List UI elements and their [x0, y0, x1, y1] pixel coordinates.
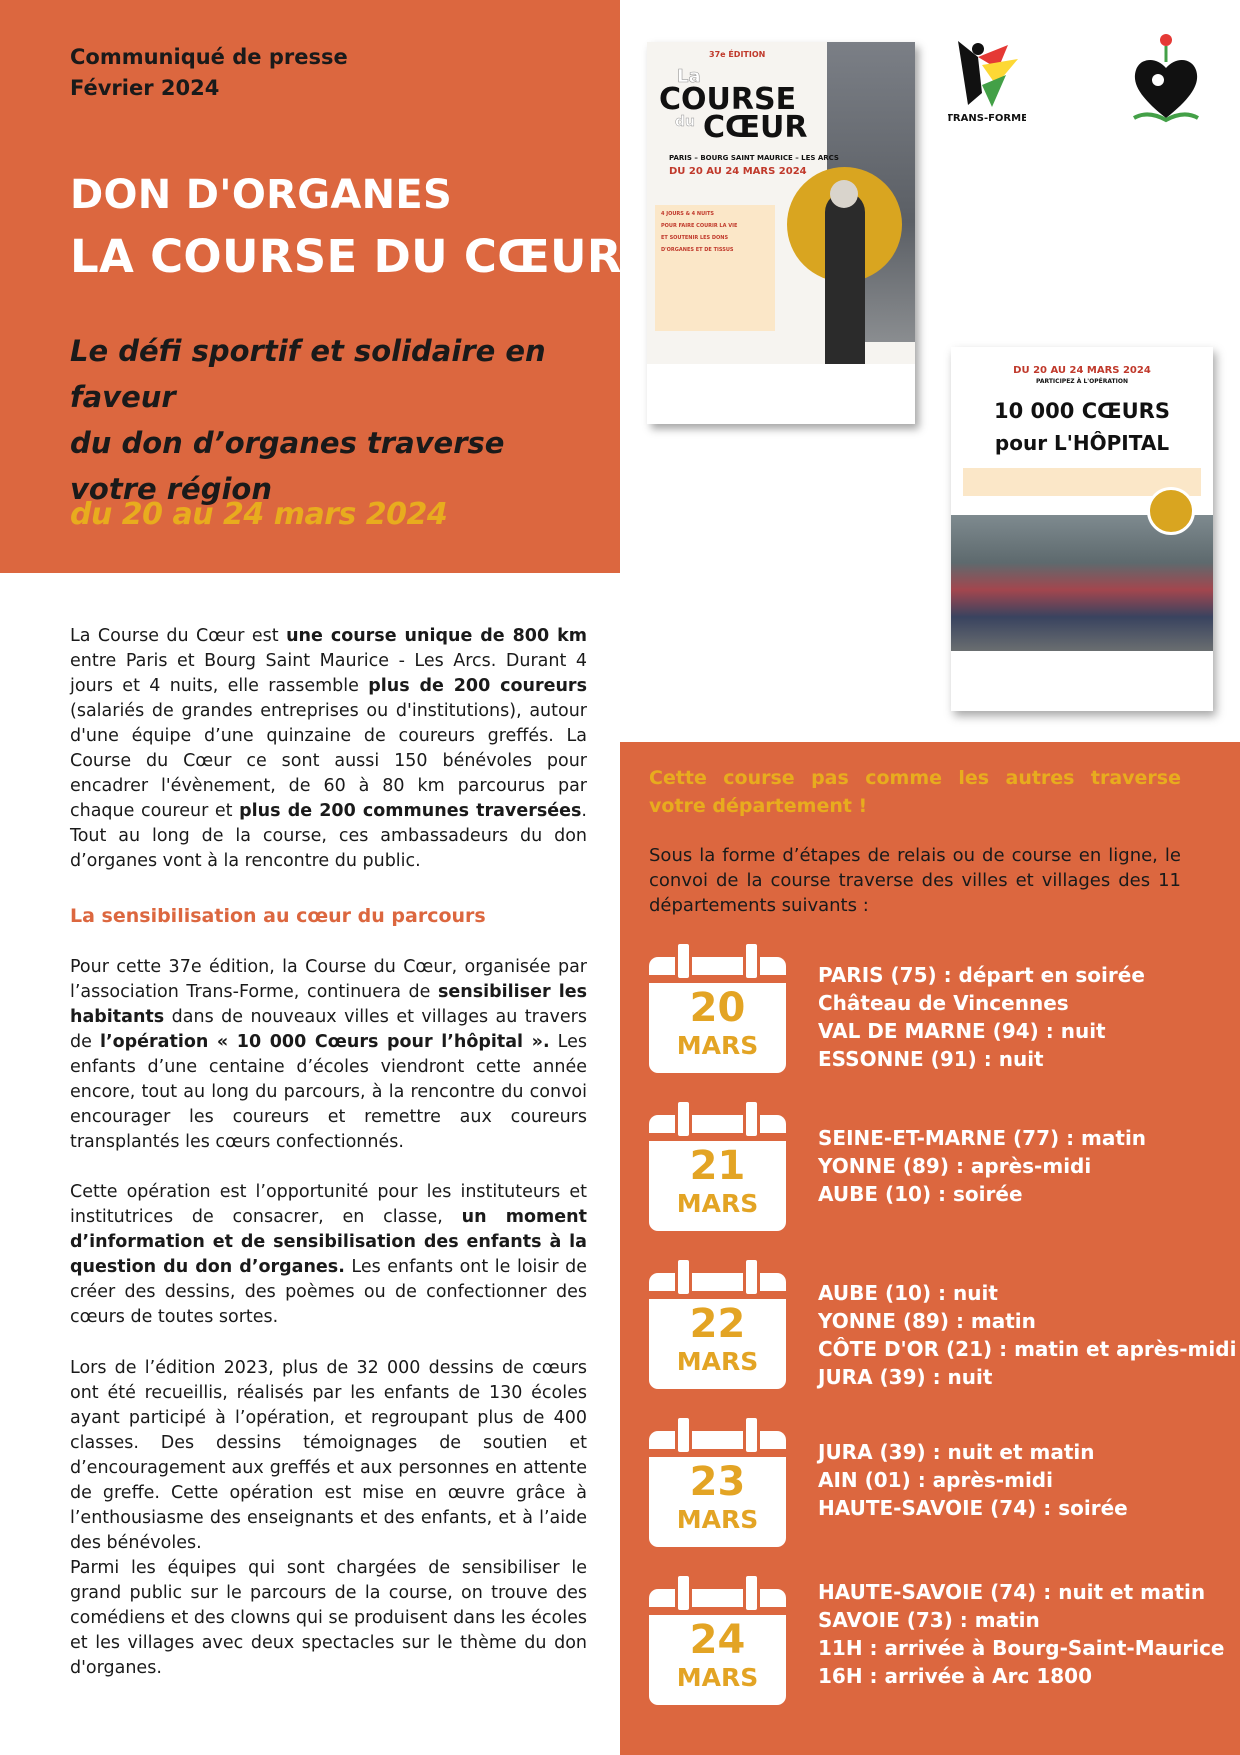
calendar-header-bar	[649, 1291, 786, 1299]
subtitle	[70, 328, 610, 512]
calendar-day: 21	[689, 1143, 746, 1189]
stage-list	[818, 961, 1228, 1073]
subtitle-line-3: votre région	[70, 472, 272, 506]
poster-box-line-3: ET SOUTENIR LES DONS	[661, 235, 729, 241]
stage-item: 11H : arrivée à Bourg-Saint-Maurice	[818, 1636, 1225, 1660]
stage-item: YONNE (89) : après-midi	[818, 1154, 1092, 1178]
calendar-month: MARS	[676, 1031, 759, 1060]
children-photo	[951, 515, 1213, 651]
stage-list	[818, 1438, 1228, 1522]
press-label	[70, 42, 348, 104]
press-label-date: Février 2024	[70, 76, 220, 100]
stage-item: SAVOIE (73) : matin	[818, 1608, 1040, 1632]
calendar-ring	[743, 1099, 760, 1139]
stage-list	[818, 1578, 1228, 1690]
calendar-icon	[649, 1099, 786, 1231]
calendar-header-bar	[649, 1133, 786, 1141]
calendar-ring	[675, 1573, 692, 1613]
poster2-participate: PARTICIPEZ À L'OPÉRATION	[1036, 378, 1128, 385]
intro-paragraph: La Course du Cœur est une course unique de 800 km entre Paris et Bourg Saint Maurice - Les Arcs. Durant 4 jours et 4 nuits, elle rassemble plus de 200 coureurs (salariés de grandes entreprises ou d'institutions), autour d'une équipe d’une quinzaine de coureurs greffés. La Course du Cœur ce sont aussi 150 bénévoles pour encadrer l'évènement, de 60 à 80 km parcourus par chaque coureur et plus de 200 communes traversées. Tout au long de la course, ces ambassadeurs du don d’organes vont à la rencontre du public.	[70, 626, 587, 871]
poster-footer	[647, 364, 915, 424]
poster2-coeurs: 10 000 CŒURS	[994, 399, 1170, 423]
stage-item: PARIS (75) : départ en soirée	[818, 963, 1145, 987]
calendar-day: 22	[689, 1301, 746, 1347]
stage-list	[818, 1124, 1228, 1208]
calendar-ring	[743, 941, 760, 981]
stage-item: Château de Vincennes	[818, 991, 1069, 1015]
stage-item: AUBE (10) : nuit	[818, 1281, 998, 1305]
course-poster	[647, 42, 915, 424]
stage-list	[818, 1279, 1237, 1391]
runner-head	[830, 180, 858, 208]
section-heading: La sensibilisation au cœur du parcours	[70, 905, 486, 927]
calendar-month: MARS	[676, 1347, 759, 1376]
poster-box-line-4: D'ORGANES ET DE TISSUS	[661, 247, 734, 253]
paragraph-4: Lors de l’édition 2023, plus de 32 000 dessins de cœurs ont été recueillis, réalisés par les enfants de 130 écoles ayant participé à l’opération, et regroupant plus de 400 classes. Des dessins témoignages de soutien et d’encouragement aux greffés et aux personnes en attente de greffe. Cette opération est mise en œuvre grâce à l’enthousiasme des enseignants et des enfants, et à l’aide des bénévoles.	[70, 1358, 587, 1553]
poster2-hopital: pour L'HÔPITAL	[994, 431, 1170, 455]
calendar-ring	[675, 941, 692, 981]
stage-item: VAL DE MARNE (94) : nuit	[818, 1019, 1106, 1043]
stage-item: HAUTE-SAVOIE (74) : nuit et matin	[818, 1580, 1206, 1604]
poster-info-box	[655, 205, 775, 331]
poster-course: COURSE	[659, 82, 797, 117]
calendar-icon	[649, 1573, 786, 1705]
calendar-ring	[743, 1573, 760, 1613]
calendar-ring	[675, 1099, 692, 1139]
poster-box-line-1: 4 JOURS & 4 NUITS	[661, 211, 715, 217]
stage-item: JURA (39) : nuit et matin	[818, 1440, 1095, 1464]
poster2-badge-icon	[1147, 487, 1195, 535]
calendar-header-bar	[649, 1607, 786, 1615]
calendar-icon	[649, 1257, 786, 1389]
paragraph-2: Pour cette 37e édition, la Course du Cœur, organisée par l’association Trans-Forme, continuera de sensibiliser les habitants dans de nouveaux villes et villages au travers de l’opération « 10 000 Cœurs pour l’hôpital ». Les enfants d’une centaine d’écoles viendront cette année encore, tout au long du parcours, à la rencontre du convoi encourager les coureurs et remettre aux coureurs transplantés les cœurs confectionnés.	[70, 957, 587, 1152]
poster-box-line-2: POUR FAIRE COURIR LA VIE	[661, 223, 738, 229]
calendar-ring	[743, 1415, 760, 1455]
trans-forme-logo-text: TRANS-FORME	[948, 113, 1026, 124]
calendar-header-bar	[649, 1449, 786, 1457]
stage-item: SEINE-ET-MARNE (77) : matin	[818, 1126, 1147, 1150]
calendar-month: MARS	[676, 1189, 759, 1218]
poster-edition: 37e ÉDITION	[709, 50, 766, 59]
title-line-2: LA COURSE DU CŒUR	[70, 230, 622, 283]
stage-item: AUBE (10) : soirée	[818, 1182, 1023, 1206]
calendar-day: 24	[689, 1617, 746, 1663]
calendar-month: MARS	[676, 1505, 759, 1534]
route-heading: Cette course pas comme les autres traverse votre département !	[649, 767, 1181, 817]
press-label-title: Communiqué de presse	[70, 45, 348, 69]
calendar-ring	[743, 1257, 760, 1297]
poster-la: La	[677, 66, 701, 87]
heart-logo	[1128, 30, 1204, 125]
runner-figure	[825, 192, 865, 392]
route-intro: Sous la forme d’étapes de relais ou de course en ligne, le convoi de la course traverse des villes et villages des 11 départements suivants :	[649, 845, 1181, 916]
stage-item: HAUTE-SAVOIE (74) : soirée	[818, 1496, 1128, 1520]
poster2-dates: DU 20 AU 24 MARS 2024	[1013, 365, 1151, 376]
stage-item: AIN (01) : après-midi	[818, 1468, 1053, 1492]
hopital-poster	[951, 347, 1213, 711]
poster-route: PARIS – BOURG SAINT MAURICE – LES ARCS	[669, 154, 839, 162]
paragraph-3: Cette opération est l’opportunité pour les instituteurs et institutrices de consacrer, en classe, un moment d’information et de sensibilisation des enfants à la question du don d’organes. Les enfants ont le loisir de créer des dessins, des poèmes ou de confectionner des cœurs de toutes sortes.	[70, 1182, 587, 1327]
event-dates: du 20 au 24 mars 2024	[70, 497, 448, 532]
calendar-header-bar	[649, 975, 786, 983]
calendar-ring	[675, 1415, 692, 1455]
paragraph-5: Parmi les équipes qui sont chargées de sensibiliser le grand public sur le parcours de la course, on trouve des comédiens et des clowns qui se produisent dans les écoles et les villages avec deux spectacles sur le thème du don d'organes.	[70, 1558, 587, 1678]
poster-du: du	[675, 114, 695, 130]
stage-item: YONNE (89) : matin	[818, 1309, 1036, 1333]
stage-item: CÔTE D'OR (21) : matin et après-midi	[818, 1337, 1237, 1361]
trans-forme-logo	[948, 35, 1026, 127]
stage-item: 16H : arrivée à Arc 1800	[818, 1664, 1092, 1688]
stage-item: ESSONNE (91) : nuit	[818, 1047, 1044, 1071]
calendar-day: 20	[689, 985, 746, 1031]
title-line-1: DON D'ORGANES	[70, 172, 453, 218]
subtitle-line-1: Le défi sportif et solidaire en faveur	[70, 334, 546, 414]
subtitle-line-2: du don d’organes traverse	[70, 426, 505, 460]
calendar-icon	[649, 941, 786, 1073]
poster-dates: DU 20 AU 24 MARS 2024	[669, 166, 807, 177]
stage-item: JURA (39) : nuit	[818, 1365, 993, 1389]
poster-coeur: CŒUR	[703, 110, 808, 145]
calendar-day: 23	[689, 1459, 746, 1505]
calendar-icon	[649, 1415, 786, 1547]
calendar-ring	[675, 1257, 692, 1297]
calendar-month: MARS	[676, 1663, 759, 1692]
